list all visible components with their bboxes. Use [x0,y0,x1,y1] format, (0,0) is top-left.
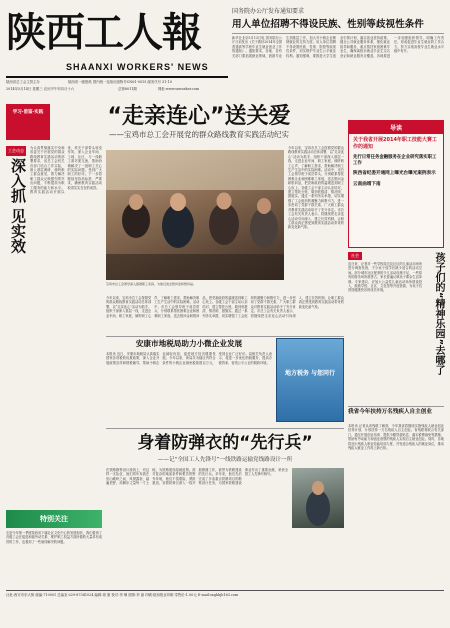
digest-item[interactable]: 云南曲靖下南 [353,181,381,187]
masthead [6,6,228,100]
footer-rule [6,590,444,591]
mid-news-headline: 安康市地税局助力小微企业发展 [135,339,243,348]
bottom-feature-subhead: ——记“全国工人先锋号”一线铁路运输党线路设计一所 [157,457,293,463]
digest-item[interactable]: 陕西省纪委开通网上曝光台曝光案例表示 [353,171,436,176]
footer-text: 社址:西安市东大街 邮编:710001 总编室:029-87341024 编辑:周 康 校对:李 琳 照排:李 丽 印刷:陕西报业印刷 零售价:1.00元 E-mail:sxghbjb163.com [6,593,239,597]
left-story-title: 深入抓 见实效 [9,158,27,254]
feature-headline-block [54,104,344,144]
promo-label: 学习·借鉴·实践 [12,110,44,115]
digest-item[interactable]: 关于我省开展2014年职工技能大赛工作的通知 [353,137,437,150]
right-bottom-body: 本报讯 记者从省残联了解到，今年我省将继续实施残疾人就业创业扶持计划，计划扶持一万名残疾人自主创业。省残联将联合有关部门，通过开展创业培训、提供小额贷款贴息、落实税费减免等措施，帮助有劳动能力和创业意愿的残疾人实现自主就业创业。同时，各地将加大残疾人职业技能培训力度，开发适合残疾人的就业岗位，推动残疾人就业工作再上新台阶。 [348,424,444,451]
mid-news-body: 本报讯 近日，安康市地税局认真落实国家各项税收优惠政策，深入企业开展政策宣传和纳税辅导，帮助小微企业减轻负担，促进地方经济健康发展。今年以来，该局共为辖区内符合条件的小微企业减免税款数百万元，受到企业广泛好评。局相关负责人表示，将进一步优化纳税服务，提高办税效率，营造公平公正的税收环境。 [106,352,272,365]
feature-photo-scene [106,150,284,280]
feature-subhead: ——宝鸡市总工会开展党的群众路线教育实践活动纪实 [109,130,289,139]
right-bottom-headline: 我省今年扶持万名残疾人自主创业 [348,409,432,415]
digest-item[interactable]: 先行日常任务金融服务在企业研究落实职工工作 [353,155,437,166]
newspaper-title: 陕西工人報 [6,9,201,56]
tax-ad [276,338,344,422]
kids-title: 孩子们的“精神乐园”去哪了 [433,252,444,376]
feature-body: 今年以来，宝鸡市总工会按照党的群众路线教育实践活动总体部署，以“走亲连心”活动为抓手，组织干部深入基层一线，走进企业车间、职工家庭，倾听职工心声，了解职工需求，帮助解决职工生产生活中的实际困难。活动中，市总工会领导班子成员带头，分别联系帮扶困难企业和困难职工家庭，送去慰问金和慰问品，把党和政府的温暖送到职工心坎上。各级工会干部主动认亲结对，建立帮扶台账，做到底数清、情况明、措施实。通过一系列务实举措，切实增强了工会组织的凝聚力和吸引力，进一步密切了党群干群关系，广大职工群众对教育实践活动给予了充分肯定。市总工会有关负责人表示，将继续把走亲连心活动引向深入，建立长效机制，让职工群众真正感受到教育实践活动带来的新变化新气象。 [288,146,344,230]
digest-box [348,120,444,248]
masthead-rule [6,76,228,78]
left-bottom [6,510,102,586]
tax-ad-title: 地方税务 与您同行 [284,370,336,377]
newspaper-english-title: SHAANXI WORKERS' NEWS [66,62,209,72]
bottom-feature-photo [292,468,344,528]
bottom-feature-headline: 身着防弹衣的“先行兵” [137,433,313,453]
feature-headline: “走亲连心”送关爱 [107,104,291,129]
digest-label: 导读 [349,121,443,134]
top-news-headline: 用人单位招聘不得设民族、性别等歧视性条件 [232,19,424,30]
mid-news [106,336,344,424]
left-story-body: 为认真贯彻落实中央和省委关于开展党的群众路线教育实践活动的部署要求，省总工会机关各部门结合工作实际，深入基层调研，倾听职工群众意见，着力解决职工群众反映强烈的突出问题，不断提高为职工服务的能力和水平。教育实践活动开展以来，机关干部带头转变作风，深入企业车间、工地、社区，与一线职工面对面交流，帮助协调解决了一批职工关心的实际问题，受到广大职工的好评。下一步将继续坚持高标准、严要求，确保教育实践活动取得实实在在的成效。 [30,146,102,195]
left-story [6,146,102,506]
masthead-website[interactable]: 网址:www.sxworker.com [158,87,200,91]
bottom-feature [106,428,344,586]
feature-body-continued: 今年以来，宝鸡市总工会按照党的群众路线教育实践活动总体部署，以“走亲连心”活动为抓手，组织干部深入基层一线，走进企业车间、职工家庭，倾听职工心声，了解职工需求，帮助解决职工生产生活中的实际困难。活动中，市总工会领导班子成员带头，分别联系帮扶困难企业和困难职工家庭，送去慰问金和慰问品，把党和政府的温暖送到职工心坎上。各级工会干部主动认亲结对，建立帮扶台账，做到底数清、情况明、措施实。通过一系列务实举措，切实增强了工会组织的凝聚力和吸引力，进一步密切了党群干群关系，广大职工群众对教育实践活动给予了充分肯定。市总工会有关负责人表示，将继续把走亲连心活动引向深入，建立长效机制，让职工群众真正感受到教育实践活动带来的新变化新气象。 [106,296,344,318]
kids-tag: 社会 [348,252,362,260]
promo-banner[interactable] [6,104,50,140]
top-news-body: 新华社北京5月13日电 国务院办公厅日前发出《关于做好2014年全国普通高等学校毕业生就业创业工作的通知》。通知要求，各地、各有关部门要拓展就业领域，鼓励毕业生到基层工作，加大对小微企业吸纳就业的支持力度。用人单位招聘不得设置民族、性别、院校等歧视性条件，切实维护毕业生公平就业权利。通知强调，要推进大学生创业引领计划，落实创业扶持政策，健全公共就业服务体系，强化就业指导和服务，重点帮扶家庭困难毕业生，确保离校未就业毕业生实名登记和就业服务全覆盖。各地要进一步加强组织领导，明确工作责任，形成促进毕业生就业的工作合力，努力实现高校毕业生就业水平稳中有升。 [232,36,444,58]
top-news [232,8,444,100]
left-story-tag: 工会动态 [6,146,26,156]
left-bottom-body: 走进今年第一季度陕西省下属社区文化中心的发展现状，我们看到了各级工会在促进和谐劳动关系、维护职工权益方面所做的大量卓有成效的工作，也看到了一些亟待解决的问题。 [6,531,102,544]
kids-body: 连日来，记者对一些学校周边及社区的儿童活动场所进行调查发现，不少孩子放学后缺少适合的活动空间。部分城市社区配套的少儿活动设施不足，一些原有的游乐场所被挤占，家长普遍反映孩子课余生活单调。专家建议，应加大公益性儿童活动场所建设投入，鼓励学校、社区、文化馆等开放资源，为孩子们营造健康快乐的成长环境。 [348,262,422,293]
feature-photo-caption: 宝鸡市总工会领导深入困难职工家庭，为他们送去慰问金和慰问品。 [106,282,197,286]
left-bottom-banner [6,510,102,528]
masthead-number: 总第8011期 [118,87,137,91]
right-bottom-news [348,406,444,586]
top-news-kicker: 国务院办公厅发布通知要求 [232,8,305,15]
kids-feature [348,252,444,402]
masthead-date: 2014年5月14日 星期三 农历甲午年四月十六 [6,87,75,91]
masthead-issue-info: 陕西省一级报纸 国内统一连续出版物号CN61-0015 邮发代号 51-10 [68,80,172,84]
bottom-feature-photo-scene [292,468,344,528]
masthead-org: 陕西省总工会主管主办 [6,80,40,84]
bottom-feature-body: 在铁路勘察设计战线上，有这样一支队伍，他们常年奔波在崇山峻岭之间，风餐露宿，踏遍荒野，用脚步丈量每一寸土地，为铁路建设绘就蓝图。面对复杂的地质条件和艰苦的野外环境，他们不畏艰险，勇挑重担，穿着防弹衣深入一线开展勘测工作，被誉为铁路建设的先行兵。多年来，他们先后完成了多条重点铁路项目的勘察设计任务，为国家铁路建设事业作出了重要贡献，荣获全国工人先锋号称号。 [106,468,288,486]
left-bottom-tag: 特别关注 [40,515,68,523]
feature-photo [106,150,284,280]
